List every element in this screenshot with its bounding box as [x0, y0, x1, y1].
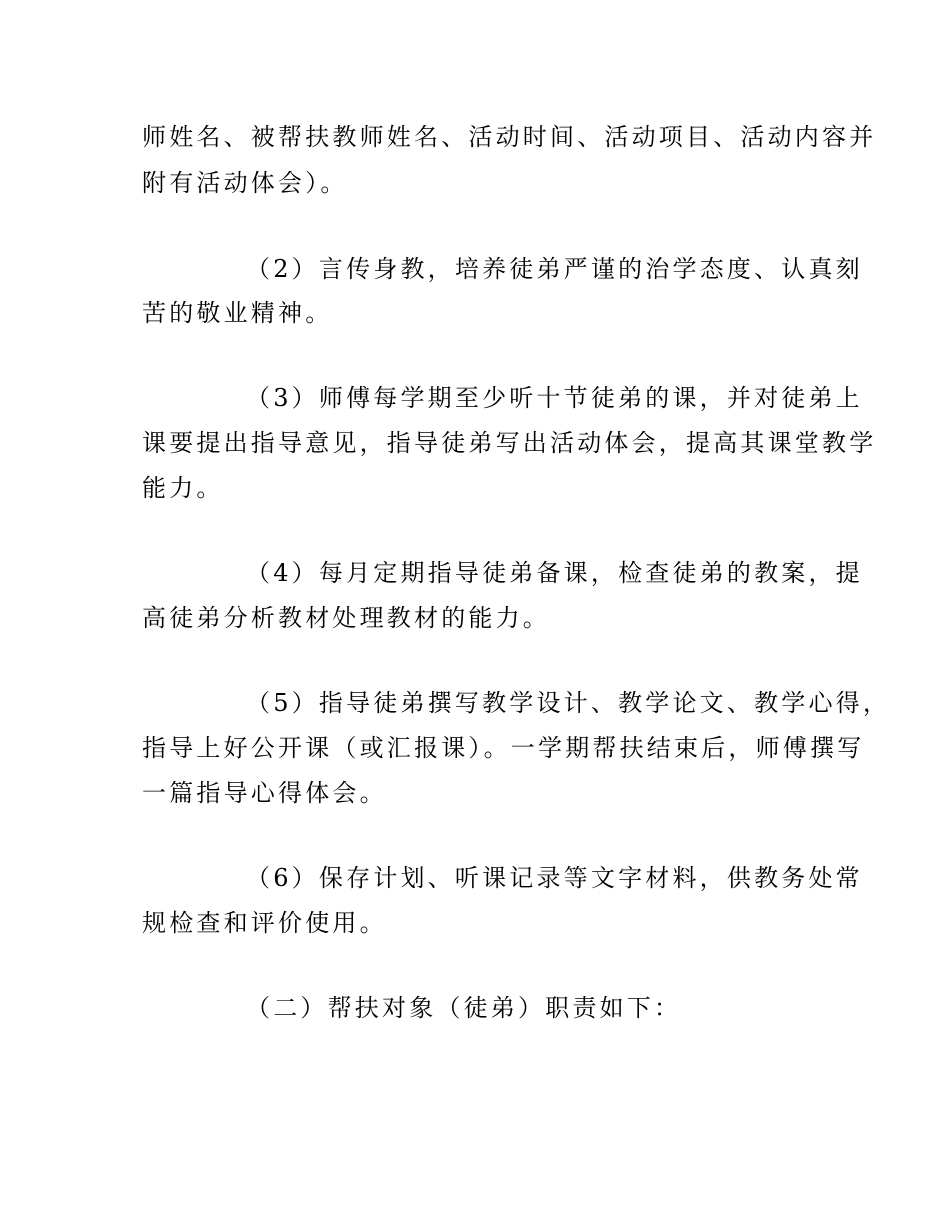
paragraph-line: 高徒弟分析教材处理教材的能力。: [142, 604, 550, 632]
paragraph-line: 师姓名、被帮扶教师姓名、活动时间、活动项目、活动内容并: [142, 123, 877, 151]
paragraph-line: 一篇指导心得体会。: [142, 779, 387, 807]
paragraph-line: （3）师傅每学期至少听十节徒弟的课，并对徒弟上: [246, 384, 863, 412]
section-heading: （二）帮扶对象（徒弟）职责如下：: [246, 994, 682, 1022]
paragraph-line: （4）每月定期指导徒弟备课，检查徒弟的教案，提: [246, 559, 863, 587]
paragraph-line: （5）指导徒弟撰写教学设计、教学论文、教学心得，: [246, 689, 891, 717]
paragraph-line: 附有活动体会）。: [142, 169, 348, 197]
paragraph-line: 课要提出指导意见，指导徒弟写出活动体会，提高其课堂教学: [142, 429, 877, 457]
paragraph-line: （6）保存计划、听课记录等文字材料，供教务处常: [246, 864, 863, 892]
paragraph-line: 规检查和评价使用。: [142, 909, 387, 937]
paragraph-line: 指导上好公开课（或汇报课）。一学期帮扶结束后，师傅撰写: [142, 734, 865, 762]
paragraph-line: （2）言传身教，培养徒弟严谨的治学态度、认真刻: [246, 255, 863, 283]
paragraph-line: 能力。: [142, 474, 224, 502]
paragraph-line: 苦的敬业精神。: [142, 299, 333, 327]
